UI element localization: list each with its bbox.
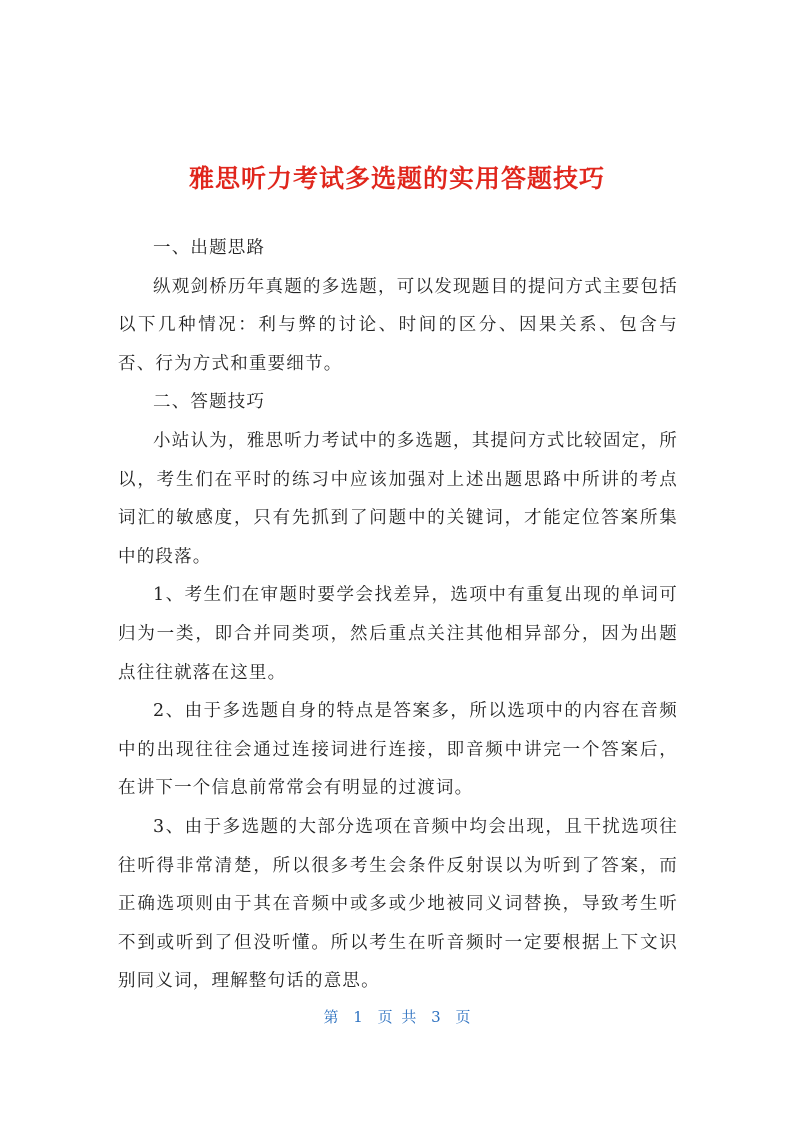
document-body	[118, 229, 678, 1001]
list-item: 1、考生们在审题时要学会找差异，选项中有重复出现的单词可归为一类，即合并同类项，然后重点关注其他相异部分，因为出题点往往就落在这里。	[118, 585, 678, 683]
footer-suffix: 页	[455, 1008, 471, 1026]
footer-prefix: 第	[323, 1008, 339, 1026]
section-heading-2: 二、答题技巧	[153, 392, 266, 413]
list-item: 3、由于多选题的大部分选项在音频中均会出现，且干扰选项往往听得非常清楚，所以很多考生会条件反射误以为听到了答案，而正确选项则由于其在音频中或多或少地被同义词替换，导致考生听不到或听到了但没听懂。所以考生在听音频时一定要根据上下文识别同义词，理解整句话的意思。	[118, 816, 678, 992]
footer-mid: 页 共	[377, 1008, 417, 1026]
paragraph: 小站认为，雅思听力考试中的多选题，其提问方式比较固定，所以，考生们在平时的练习中应该加强对上述出题思路中所讲的考点词汇的敏感度，只有先抓到了问题中的关键词，才能定位答案所集中的段落。	[118, 430, 678, 567]
page-footer	[0, 1005, 794, 1029]
list-item: 2、由于多选题自身的特点是答案多，所以选项中的内容在音频中的出现往往会通过连接词进行连接，即音频中讲完一个答案后，在讲下一个信息前常常会有明显的过渡词。	[118, 701, 678, 799]
document-title: 雅思听力考试多选题的实用答题技巧	[188, 163, 605, 193]
footer-current-page: 1	[353, 1008, 363, 1026]
section-heading-1: 一、出题思路	[153, 238, 266, 258]
footer-total-pages: 3	[431, 1008, 441, 1026]
paragraph: 纵观剑桥历年真题的多选题，可以发现题目的提问方式主要包括以下几种情况：利与弊的讨论、时间的区分、因果关系、包含与否、行为方式和重要细节。	[118, 276, 678, 374]
